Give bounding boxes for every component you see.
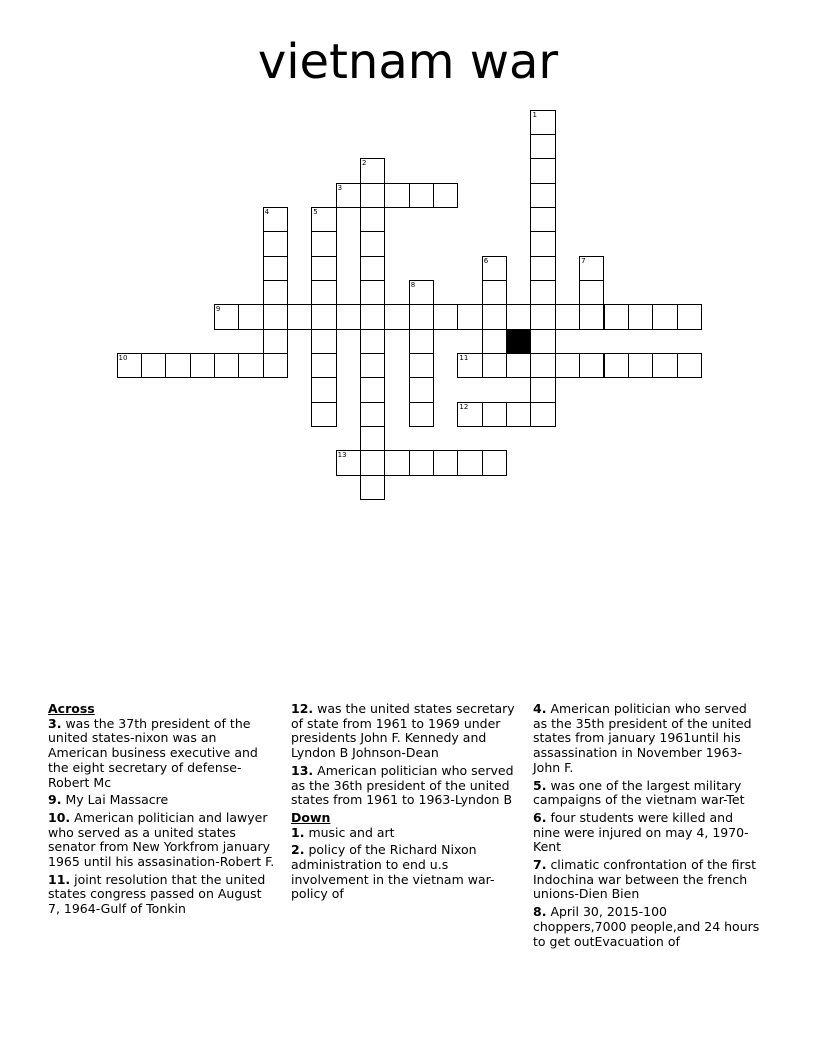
clue-down-2: 2. policy of the Richard Nixon administration to end u.s involvement in the vietnam war-policy of <box>291 842 495 902</box>
grid-cell[interactable] <box>311 304 336 329</box>
grid-cell[interactable] <box>457 402 482 427</box>
grid-cell[interactable] <box>482 402 507 427</box>
grid-cell[interactable] <box>238 353 263 378</box>
grid-cell[interactable] <box>530 402 555 427</box>
clue-across-11: 11. joint resolution that the united states congress passed on August 7, 1964-Gulf of Tonkin <box>48 871 266 917</box>
grid-cell[interactable] <box>604 353 629 378</box>
clue-across-13: 13. American politician who served as the 36th president of the united states from 1961 to 1963-Lyndon B <box>291 762 514 808</box>
grid-cell[interactable] <box>433 450 458 475</box>
grid-cell[interactable] <box>360 450 385 475</box>
grid-cell[interactable] <box>409 402 434 427</box>
grid-cell[interactable] <box>360 256 385 281</box>
grid-cell[interactable] <box>506 304 531 329</box>
clue-number-2: 2 <box>362 159 367 168</box>
grid-cell[interactable] <box>482 256 507 281</box>
grid-cell[interactable] <box>433 304 458 329</box>
grid-cell[interactable] <box>384 450 409 475</box>
grid-cell[interactable] <box>482 329 507 354</box>
clue-across-10: 10. American politician and lawyer who served as a united states senator from New Yorkfrom january 1965 until his assasination-Robert F. <box>48 809 275 870</box>
grid-cell[interactable] <box>263 304 288 329</box>
grid-cell[interactable] <box>117 353 142 378</box>
grid-cell[interactable] <box>530 183 555 208</box>
grid-cell[interactable] <box>530 110 555 135</box>
grid-cell[interactable] <box>214 304 239 329</box>
grid-cell[interactable] <box>360 280 385 305</box>
grid-cell[interactable] <box>311 207 336 232</box>
clue-number-6: 6 <box>483 256 489 265</box>
grid-cell[interactable] <box>311 231 336 256</box>
grid-cell[interactable] <box>530 329 555 354</box>
grid-cell[interactable] <box>360 207 385 232</box>
grid-cell[interactable] <box>530 134 555 159</box>
grid-cell[interactable] <box>263 353 288 378</box>
grid-cell[interactable] <box>360 353 385 378</box>
crossword-grid <box>0 0 816 520</box>
grid-cell[interactable] <box>311 402 336 427</box>
grid-cell[interactable] <box>360 475 385 500</box>
grid-cell[interactable] <box>336 304 361 329</box>
clue-down-5: 5. was one of the largest military campaigns of the vietnam war-Tet <box>533 777 745 808</box>
grid-cell[interactable] <box>214 353 239 378</box>
clue-number-11: 11 <box>459 354 469 362</box>
grid-cell[interactable] <box>360 377 385 402</box>
clue-down-7: 7. climatic confrontation of the first Indochina war between the french unions-Dien Bien <box>533 857 757 902</box>
grid-cell[interactable] <box>506 402 531 427</box>
grid-cell[interactable] <box>457 304 482 329</box>
grid-cell[interactable] <box>287 304 312 329</box>
grid-cell[interactable] <box>579 256 604 281</box>
grid-cell[interactable] <box>311 280 336 305</box>
clue-down-6: 6. four students were killed and nine were injured on may 4, 1970-Kent <box>533 809 749 855</box>
grid-cell[interactable] <box>555 304 580 329</box>
grid-cell[interactable] <box>677 304 702 329</box>
grid-cell[interactable] <box>360 183 385 208</box>
grid-cell[interactable] <box>628 304 653 329</box>
grid-cell[interactable] <box>530 377 555 402</box>
grid-cell[interactable] <box>165 353 190 378</box>
grid-cell[interactable] <box>238 304 263 329</box>
grid-cell[interactable] <box>628 353 653 378</box>
down-heading: Down <box>291 809 331 825</box>
grid-cell[interactable] <box>482 304 507 329</box>
grid-cell[interactable] <box>530 207 555 232</box>
grid-cell[interactable] <box>409 304 434 329</box>
clue-across-3: 3. was the 37th president of the united states-nixon was an American business executive and the eight secretary of defense-Robert Mc <box>48 715 258 790</box>
clue-number-4: 4 <box>264 207 270 216</box>
grid-cell[interactable] <box>311 353 336 378</box>
grid-cell[interactable] <box>530 256 555 281</box>
grid-cell[interactable] <box>360 329 385 354</box>
grid-cell[interactable] <box>263 280 288 305</box>
grid-cell[interactable] <box>409 450 434 475</box>
grid-cell[interactable] <box>482 280 507 305</box>
clue-down-4: 4. American politician who served as the 35th president of the united states from january 1961until his assassination in November 1963-John F. <box>533 701 752 775</box>
clue-down-1: 1. music and art <box>291 824 395 840</box>
grid-cell[interactable] <box>311 377 336 402</box>
grid-cell[interactable] <box>530 280 555 305</box>
grid-cell[interactable] <box>579 353 604 378</box>
grid-cell[interactable] <box>506 353 531 378</box>
grid-cell[interactable] <box>384 183 409 208</box>
clue-number-10: 10 <box>118 354 128 362</box>
clue-across-9: 9. My Lai Massacre <box>48 792 169 808</box>
clue-number-1: 1 <box>532 110 537 119</box>
grid-cell[interactable] <box>457 450 482 475</box>
grid-cell[interactable] <box>336 450 361 475</box>
grid-cell[interactable] <box>652 353 677 378</box>
grid-cell[interactable] <box>555 353 580 378</box>
grid-cell[interactable] <box>263 207 288 232</box>
grid-cell[interactable] <box>482 353 507 378</box>
grid-cell[interactable] <box>360 158 385 183</box>
clues-column-3 <box>533 702 761 952</box>
clue-down-8: 8. April 30, 2015-100 choppers,7000 people,and 24 hours to get outEvacuation of <box>533 904 760 949</box>
grid-cell[interactable] <box>530 231 555 256</box>
grid-cell[interactable] <box>677 353 702 378</box>
grid-cell[interactable] <box>530 158 555 183</box>
clues-column-1 <box>48 702 276 920</box>
clues-column-2 <box>291 702 519 905</box>
grid-cell[interactable] <box>360 304 385 329</box>
grid-cell[interactable] <box>530 353 555 378</box>
grid-cell[interactable] <box>263 329 288 354</box>
clue-number-3: 3 <box>337 183 343 192</box>
across-heading: Across <box>48 701 95 716</box>
grid-cell[interactable] <box>311 329 336 354</box>
grid-cell[interactable] <box>579 280 604 305</box>
clue-number-13: 13 <box>337 451 347 460</box>
grid-cell[interactable] <box>409 329 434 354</box>
page-title: vietnam war <box>257 34 559 90</box>
grid-cell[interactable] <box>263 256 288 281</box>
grid-cell[interactable] <box>530 304 555 329</box>
grid-cell[interactable] <box>409 183 434 208</box>
clue-across-12: 12. was the united states secretary of state from 1961 to 1969 under presidents John F. Kennedy and Lyndon B Johnson-Dean <box>291 701 515 761</box>
grid-cell[interactable] <box>409 377 434 402</box>
clue-number-7: 7 <box>581 256 586 265</box>
grid-cell[interactable] <box>384 304 409 329</box>
grid-cell[interactable] <box>311 256 336 281</box>
grid-cell[interactable] <box>360 231 385 256</box>
clue-number-5: 5 <box>313 207 318 216</box>
grid-cell[interactable] <box>433 183 458 208</box>
grid-cell[interactable] <box>141 353 166 378</box>
black-square <box>506 329 531 354</box>
grid-cell[interactable] <box>604 304 629 329</box>
grid-cell[interactable] <box>190 353 215 378</box>
grid-cell[interactable] <box>482 450 507 475</box>
grid-cell[interactable] <box>409 280 434 305</box>
clue-number-12: 12 <box>459 402 469 411</box>
grid-cell[interactable] <box>263 231 288 256</box>
grid-cell[interactable] <box>360 402 385 427</box>
grid-cell[interactable] <box>336 183 361 208</box>
grid-cell[interactable] <box>579 304 604 329</box>
grid-cell[interactable] <box>409 353 434 378</box>
grid-cell[interactable] <box>652 304 677 329</box>
clue-number-9: 9 <box>215 305 221 314</box>
clue-number-8: 8 <box>410 280 416 289</box>
grid-cell[interactable] <box>457 353 482 378</box>
grid-cell[interactable] <box>360 426 385 451</box>
